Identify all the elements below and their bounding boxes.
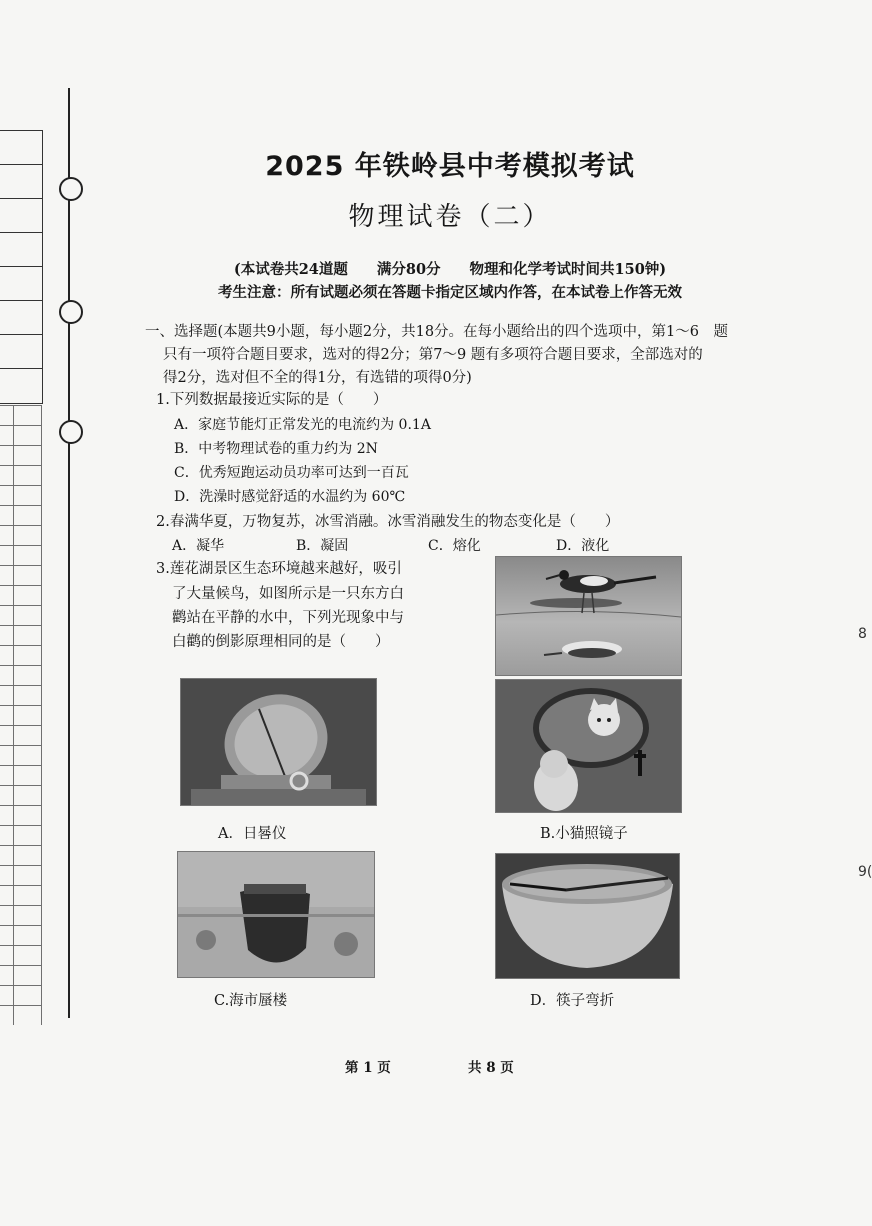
margin-number: 9( (858, 864, 872, 880)
question-1-option-d: D．洗澡时感觉舒适的水温约为 60℃ (174, 489, 406, 505)
page-number: 第 1 页 (345, 1060, 391, 1076)
question-3-line: 了大量候鸟，如图所示是一只东方白 (172, 586, 404, 602)
exam-info: (本试卷共24道题 满分80分 物理和化学考试时间共150钟) (233, 261, 667, 278)
exam-title: 2025 年铁岭县中考模拟考试 (265, 151, 635, 182)
binding-hole (59, 300, 83, 324)
binding-hole (59, 420, 83, 444)
bent-chopsticks-photo (495, 853, 680, 979)
exam-subtitle: 物理试卷（二） (348, 202, 552, 232)
page-total: 共 8 页 (468, 1060, 514, 1076)
figure-d-caption: D．筷子弯折 (530, 993, 615, 1009)
question-2-option-d: D．液化 (556, 538, 610, 554)
question-2-option-b: B．凝固 (296, 538, 349, 554)
mirage-photo (177, 851, 375, 978)
cat-mirror-photo (495, 679, 682, 813)
figure-b-caption: B.小猫照镜子 (540, 826, 628, 842)
binding-line (68, 88, 70, 1018)
section-line: 一、选择题(本题共9小题，每小题2分，共18分。在每小题给出的四个选项中，第1～6 题 (145, 324, 729, 340)
student-info-box (0, 130, 43, 404)
exam-notice: 考生注意：所有试题必须在答题卡指定区域内作答，在本试卷上作答无效 (218, 284, 682, 301)
question-3-line: 3.莲花湖景区生态环境越来越好，吸引 (156, 561, 402, 577)
stork-reflection-photo (495, 556, 682, 676)
question-3-line: 白鹳的倒影原理相同的是（ ） (172, 634, 390, 650)
question-1-stem: 1.下列数据最接近实际的是（ ） (156, 392, 388, 408)
answer-grid (0, 405, 42, 1025)
section-line: 得2分，选对但不全的得1分，有选错的项得0分) (163, 370, 472, 386)
question-3-line: 鹳站在平静的水中，下列光现象中与 (172, 610, 404, 626)
binding-hole (59, 177, 83, 201)
sundial-photo (180, 678, 377, 806)
question-2-stem: 2.春满华夏，万物复苏，冰雪消融。冰雪消融发生的物态变化是（ ） (156, 514, 620, 530)
question-1-option-a: A．家庭节能灯正常发光的电流约为 0.1A (174, 417, 431, 433)
section-line: 只有一项符合题目要求，选对的得2分；第7～9 题有多项符合题目要求，全部选对的 (163, 347, 703, 363)
question-2-option-a: A．凝华 (172, 538, 225, 554)
figure-c-caption: C.海市蜃楼 (214, 993, 288, 1009)
figure-a-caption: A．日晷仪 (218, 826, 287, 842)
question-1-option-b: B．中考物理试卷的重力约为 2N (174, 441, 378, 457)
margin-number: 8 (858, 626, 867, 642)
question-2-option-c: C．熔化 (428, 538, 481, 554)
section-instructions (145, 321, 755, 390)
question-1-option-c: C．优秀短跑运动员功率可达到一百瓦 (174, 465, 409, 481)
